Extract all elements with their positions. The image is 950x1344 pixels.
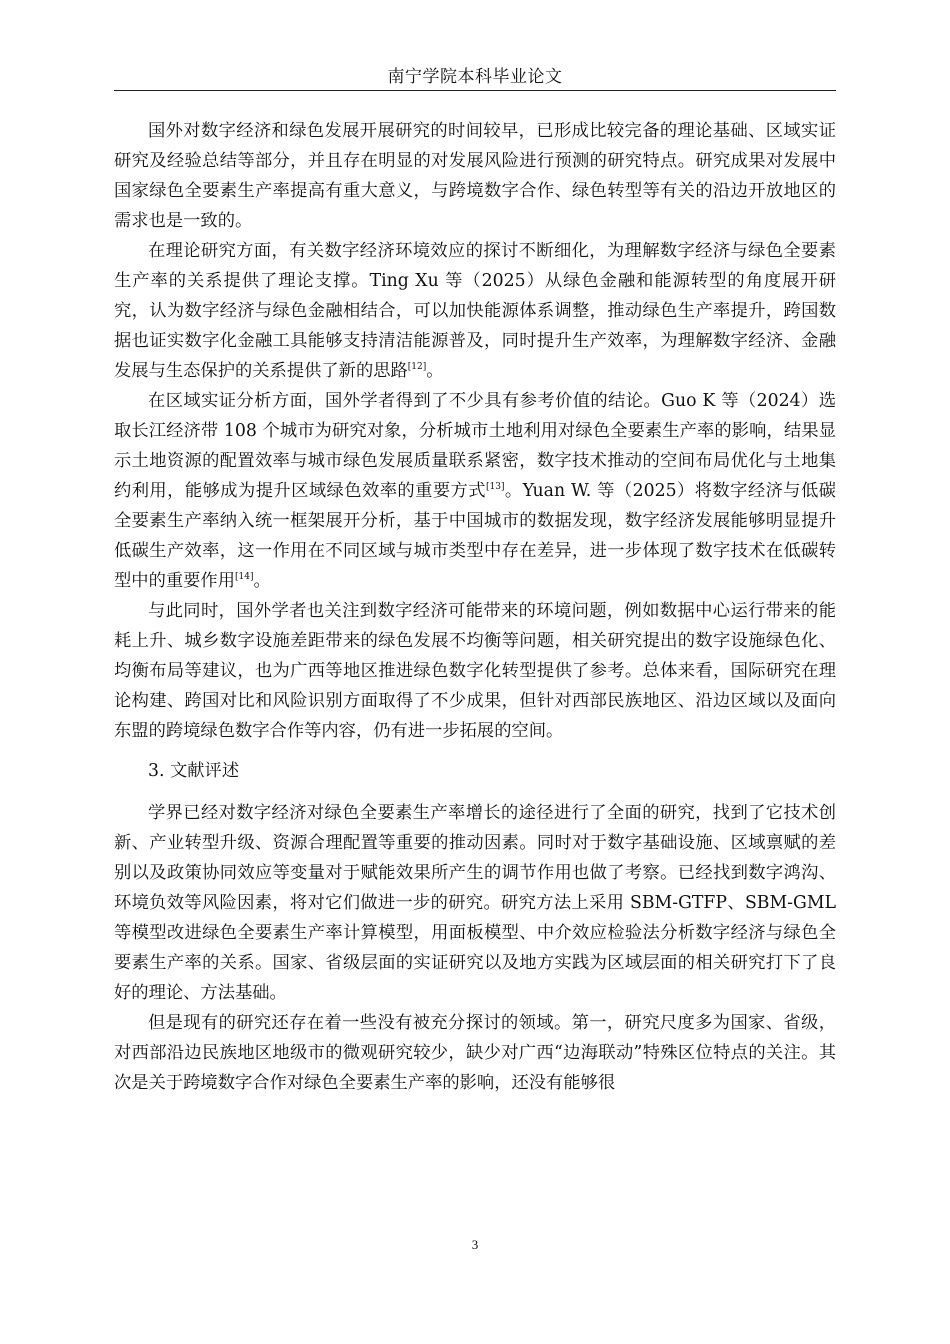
citation: [12] (407, 362, 427, 373)
paragraph: 与此同时，国外学者也关注到数字经济可能带来的环境问题，例如数据中心运行带来的能耗上升、城乡数字设施差距带来的绿色发展不均衡等问题，相关研究提出的数字设施绿色化、均衡布局等建议，也为广西等地区推进绿色数字化转型提供了参考。总体来看，国际研究在理论构建、跨国对比和风险识别方面取得了不少成果，但针对西部民族地区、沿边区域以及面向东盟的跨境绿色数字合作等内容，仍有进一步拓展的空间。 (114, 601, 836, 741)
section-heading: 3. 文献评述 (148, 761, 240, 781)
paragraph: 国外对数字经济和绿色发展开展研究的时间较早，已形成比较完备的理论基础、区域实证研究及经验总结等部分，并且存在明显的对发展风险进行预测的研究特点。研究成果对发展中国家绿色全要素生产率提高有重大意义，与跨境数字合作、绿色转型等有关的沿边开放地区的需求也是一致的。 (114, 121, 836, 231)
page-header (114, 66, 836, 91)
citation: [14] (234, 572, 254, 583)
paragraph: 学界已经对数字经济对绿色全要素生产率增长的途径进行了全面的研究，找到了它技术创新、产业转型升级、资源合理配置等重要的推动因素。同时对于数字基础设施、区域禀赋的差别以及政策协同效应等变量对于赋能效果所产生的调节作用也做了考察。已经找到数字鸿沟、环境负效等风险因素，将对它们做进一步的研究。研究方法上采用 SBM-GTFP、SBM-GML 等模型改进绿色全要素生产率计算模型，用面板模型、中介效应检验法分析数字经济与绿色全要素生产率的关系。国家、省级层面的实证研究以及地方实践为区域层面的相关研究打下了良好的理论、方法基础。 (114, 803, 836, 1003)
paragraph: 在区域实证分析方面，国外学者得到了不少具有参考价值的结论。Guo K 等（2024）选取长江经济带 108 个城市为研究对象，分析城市土地利用对绿色全要素生产率的影响，结果显示土地资源的配置效率与城市绿色发展质量联系紧密，数字技术推动的空间布局优化与土地集约利用，能够成为提升区域绿色效率的重要方式[13]。Yuan W. 等（2025）将数字经济与低碳全要素生产率纳入统一框架展开分析，基于中国城市的数据发现，数字经济发展能够明显提升低碳生产效率，这一作用在不同区域与城市类型中存在差异，进一步体现了数字技术在低碳转型中的重要作用[14]。 (114, 391, 836, 591)
paragraph: 在理论研究方面，有关数字经济环境效应的探讨不断细化，为理解数字经济与绿色全要素生产率的关系提供了理论支撑。Ting Xu 等（2025）从绿色金融和能源转型的角度展开研究，认为数字经济与绿色金融相结合，可以加快能源体系调整，推动绿色生产率提升，跨国数据也证实数字化金融工具能够支持清洁能源普及，同时提升生产效率，为理解数字经济、金融发展与生态保护的关系提供了新的思路[12]。 (114, 241, 836, 381)
header-title: 南宁学院本科毕业论文 (387, 67, 563, 87)
page-number: 3 (471, 1237, 479, 1252)
main-content (114, 116, 836, 1098)
citation: [13] (485, 482, 505, 493)
paragraph: 但是现有的研究还存在着一些没有被充分探讨的领域。第一，研究尺度多为国家、省级，对西部沿边民族地区地级市的微观研究较少，缺少对广西“边海联动”特殊区位特点的关注。其次是关于跨境数字合作对绿色全要素生产率的影响，还没有能够很 (114, 1013, 836, 1093)
